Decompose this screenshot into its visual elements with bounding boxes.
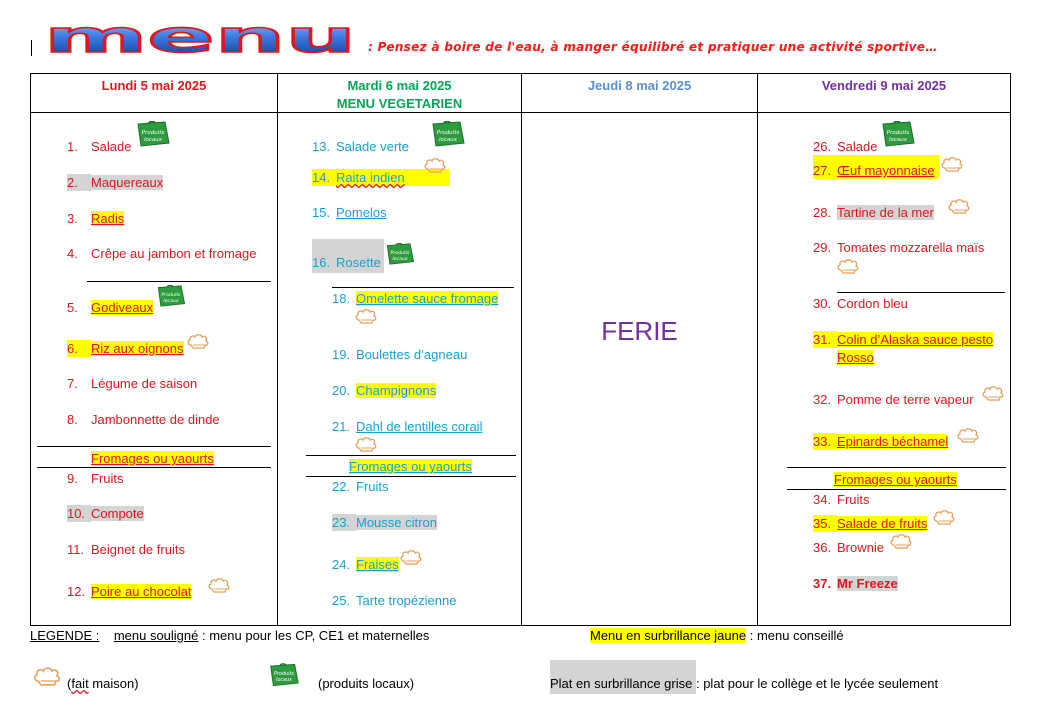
menu-item: 20. Champignons: [332, 383, 437, 398]
chef-hat-icon: [355, 308, 377, 324]
menu-item: 4. Crêpe au jambon et fromage: [67, 246, 257, 261]
svg-text:Produits: Produits: [141, 130, 165, 136]
separator: [787, 489, 1006, 490]
menu-item: 28. Tartine de la mer: [813, 205, 934, 220]
svg-text:menu: menu: [44, 22, 356, 56]
menu-item: 24. Fraises: [332, 557, 399, 572]
svg-text:locaux: locaux: [276, 677, 292, 684]
menu-item: 10. Compote: [67, 506, 144, 521]
menu-item: 7. Légume de saison: [67, 376, 198, 391]
produits-locaux-icon: [384, 243, 416, 265]
menu-item: 32. Pomme de terre vapeur: [813, 392, 974, 407]
produits-locaux-icon: [135, 121, 171, 147]
separator: [37, 467, 271, 468]
menu-item: 16. Rosette: [312, 255, 381, 270]
chef-hat-icon: [400, 549, 422, 565]
svg-text:locaux: locaux: [392, 256, 408, 262]
chef-hat-icon: [982, 385, 1004, 401]
chef-hat-icon: [187, 333, 209, 349]
chef-hat-icon: [424, 157, 446, 173]
produits-locaux-icon: [155, 285, 187, 307]
legend-yellow: Menu en surbrillance jaune : menu conseillé: [590, 628, 844, 643]
separator: [332, 287, 514, 288]
svg-text:Produits: Produits: [886, 130, 910, 136]
chef-hat-icon: [941, 156, 963, 172]
menu-item: 12. Poire au chocolat: [67, 584, 192, 599]
friday-title: Vendredi 9 mai 2025: [821, 78, 947, 93]
menu-item: 34. Fruits: [813, 492, 870, 507]
menu-item: 19. Boulettes d’agneau: [332, 347, 468, 362]
menu-item: 22. Fruits: [332, 479, 389, 494]
menu-item: 23. Mousse citron: [332, 515, 437, 530]
menu-item: 21. Dahl de lentilles corail: [332, 419, 483, 434]
chef-hat-icon: [957, 427, 979, 443]
separator: [787, 467, 1006, 468]
legend-underlined: LEGENDE : menu souligné : menu pour les CP, CE1 et maternelles: [30, 628, 430, 643]
svg-text:Produits: Produits: [390, 251, 410, 256]
column-divider: [757, 74, 758, 625]
separator: [87, 281, 271, 282]
separator: [306, 455, 516, 456]
menu-item: 14. Raita indien: [312, 169, 449, 186]
menu-item: 9. Fruits: [67, 471, 124, 486]
menu-item: 13. Salade verte: [312, 139, 409, 154]
menu-item: 25. Tarte tropézienne: [332, 593, 457, 608]
chef-hat-icon: [933, 509, 955, 525]
produits-locaux-icon: [880, 121, 916, 147]
separator: [306, 476, 516, 477]
monday-title: Lundi 5 mai 2025: [101, 78, 207, 93]
header-tagline: : Pensez à boire de l'eau, à manger équilibré et pratiquer une activité sportive…: [368, 40, 938, 54]
menu-item: 31. Colin d’Alaska sauce pesto: [813, 332, 994, 347]
svg-text:locaux: locaux: [163, 298, 179, 304]
column-divider: [521, 74, 522, 625]
menu-item: 18. Omelette sauce fromage: [332, 291, 499, 306]
chef-hat-icon: [355, 436, 377, 452]
menu-item: 27. Œuf mayonnaise: [813, 163, 935, 178]
menu-item: 33. Epinards béchamel: [813, 434, 949, 449]
svg-text:locaux: locaux: [888, 137, 908, 143]
menu-item: 11. Beignet de fruits: [67, 542, 185, 557]
menu-item: 1. Salade: [67, 139, 132, 154]
text-cursor: [31, 40, 32, 56]
thursday-title: Jeudi 8 mai 2025: [587, 78, 692, 93]
menu-item: 15. Pomelos: [312, 205, 387, 220]
menu-logo: [42, 22, 358, 56]
menu-item: 8. Jambonnette de dinde: [67, 412, 220, 427]
svg-text:locaux: locaux: [438, 137, 458, 143]
legend-gray: Plat en surbrillance grise : plat pour le collège et le lycée seulement: [550, 676, 939, 691]
svg-text:Produits: Produits: [274, 671, 294, 677]
tuesday-subtitle: MENU VEGETARIEN: [336, 96, 463, 111]
menu-item-cheese: Fromages ou yaourts: [91, 451, 214, 466]
legend-fait-maison: (fait maison): [67, 676, 139, 691]
chef-hat-icon: [948, 198, 970, 214]
header-divider: [31, 112, 1010, 113]
chef-hat-icon: [208, 577, 230, 593]
chef-hat-icon: [837, 258, 859, 274]
svg-text:locaux: locaux: [143, 137, 163, 143]
menu-item-cheese: Fromages ou yaourts: [834, 472, 957, 487]
produits-locaux-icon: [268, 663, 300, 687]
column-divider: [277, 74, 278, 625]
svg-text:Produits: Produits: [436, 130, 460, 136]
holiday-label: FERIE: [601, 316, 678, 346]
menu-item: 6. Riz aux oignons: [67, 341, 184, 356]
chef-hat-icon: [890, 533, 912, 549]
menu-item: 37. Mr Freeze: [813, 576, 898, 591]
svg-text:Produits: Produits: [161, 293, 181, 298]
menu-item: 35. Salade de fruits: [813, 516, 928, 531]
menu-item: 36. Brownie: [813, 540, 884, 555]
produits-locaux-icon: [430, 121, 466, 147]
menu-item: 26. Salade: [813, 139, 878, 154]
chef-hat-icon: [32, 666, 62, 686]
separator: [837, 292, 1005, 293]
menu-item-cheese: Fromages ou yaourts: [349, 459, 472, 474]
tuesday-title: Mardi 6 mai 2025: [347, 78, 452, 93]
menu-item: Rosso: [837, 350, 874, 365]
menu-item: 29. Tomates mozzarella maïs: [813, 240, 985, 255]
menu-item: 30. Cordon bleu: [813, 296, 908, 311]
legend-produits-locaux: (produits locaux): [318, 676, 415, 691]
menu-item: 2. Maquereaux: [67, 175, 164, 190]
separator: [37, 446, 271, 447]
menu-item: 5. Godiveaux: [67, 300, 154, 315]
menu-item: 3. Radis: [67, 211, 125, 226]
